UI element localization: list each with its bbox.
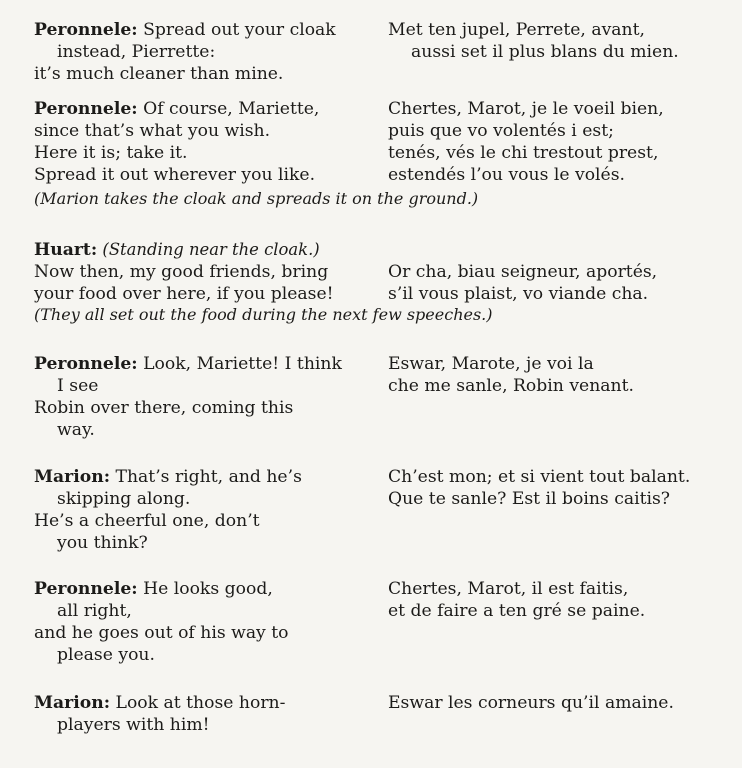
english-line: Robin over there, coming this [34,398,294,418]
english-column [34,466,384,554]
french-line: Chertes, Marot, je le voeil bien, [388,99,664,119]
speaker-name: Marion: [34,467,111,487]
english-line: He looks good, [137,579,273,599]
speech-marion-2 [34,692,734,736]
french-column [388,353,734,397]
french-line: che me sanle, Robin venant. [388,376,634,396]
french-line: Chertes, Marot, il est faitis, [388,579,629,599]
speaker-name: Marion: [34,693,111,713]
french-column [388,98,734,186]
english-line: please you. [57,645,155,665]
french-line: Eswar, Marote, je voi la [388,354,594,374]
speaker-name: Huart: [34,240,98,260]
english-line: skipping along. [57,489,191,509]
speech-marion-1 [34,466,734,554]
english-line: Of course, Mariette, [137,99,320,119]
english-line: Spread it out wherever you like. [34,165,316,185]
english-line: players with him! [57,715,210,735]
english-line: That’s right, and he’s [110,467,302,487]
speaker-name: Peronnele: [34,579,138,599]
english-column [34,692,384,736]
english-column [34,239,384,305]
english-column [34,578,384,666]
french-line: puis que vo volentés i est; [388,121,614,141]
french-line: Or cha, biau seigneur, aportés, [388,262,658,282]
english-column [34,98,384,186]
speech-peronnele-1 [34,19,734,85]
english-line: since that’s what you wish. [34,121,271,141]
english-line: Here it is; take it. [34,143,188,163]
french-column [388,239,734,305]
speech-peronnele-4 [34,578,734,666]
stage-direction: (They all set out the food during the next few speeches.) [34,305,493,324]
french-line: s’il vous plaist, vo viande cha. [388,284,649,304]
french-line: aussi set il plus blans du mien. [411,42,679,62]
english-line: Look, Mariette! I think [137,354,342,374]
french-line: Eswar les corneurs qu’il amaine. [388,693,674,713]
french-line: Que te sanle? Est il boins caitis? [388,489,671,509]
french-line: tenés, vés le chi trestout prest, [388,143,659,163]
french-column [388,578,734,622]
french-line: Ch’est mon; et si vient tout balant. [388,467,691,487]
english-column [34,19,384,85]
french-line: estendés l’ou vous le volés. [388,165,625,185]
english-line: all right, [57,601,132,621]
english-line: Spread out your cloak [137,20,336,40]
speech-peronnele-2 [34,98,734,186]
stage-direction: (Marion takes the cloak and spreads it on the ground.) [34,189,479,208]
english-line: Look at those horn- [110,693,286,713]
french-column [388,466,734,510]
english-line: way. [57,420,95,440]
speaker-name: Peronnele: [34,20,138,40]
english-line: Now then, my good friends, bring [34,262,329,282]
french-line: Met ten jupel, Perrete, avant, [388,20,645,40]
english-line: instead, Pierrette: [57,42,216,62]
speech-peronnele-3 [34,353,734,441]
english-line: and he goes out of his way to [34,623,289,643]
speech-huart [34,239,734,305]
english-line: you think? [57,533,148,553]
english-line: I see [57,376,99,396]
speaker-name: Peronnele: [34,99,138,119]
english-line: your food over here, if you please! [34,284,334,304]
english-column [34,353,384,441]
english-line: it’s much cleaner than mine. [34,64,284,84]
french-column [388,692,734,714]
french-column [388,19,734,63]
french-line: et de faire a ten gré se paine. [388,601,646,621]
english-line: He’s a cheerful one, don’t [34,511,260,531]
stage-direction-inline: (Standing near the cloak.) [97,240,320,259]
speaker-name: Peronnele: [34,354,138,374]
